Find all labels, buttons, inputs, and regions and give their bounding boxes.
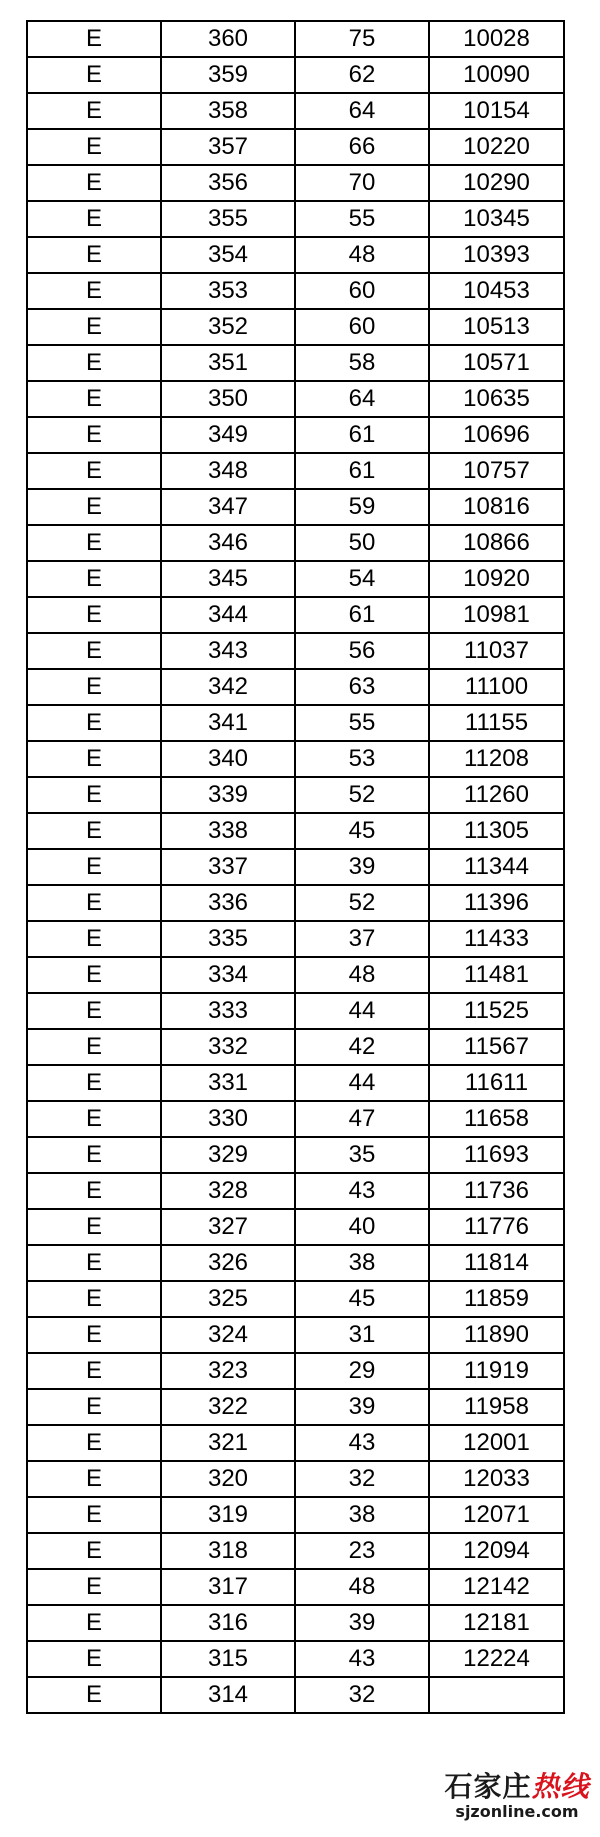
table-cell: 45 (295, 1281, 429, 1317)
table-cell: 335 (161, 921, 295, 957)
table-cell: 11525 (429, 993, 564, 1029)
table-cell: 11260 (429, 777, 564, 813)
table-cell: 11344 (429, 849, 564, 885)
table-cell: 348 (161, 453, 295, 489)
table-cell: 350 (161, 381, 295, 417)
table-row (27, 1137, 564, 1173)
table-cell: 11155 (429, 705, 564, 741)
table-cell: E (27, 417, 161, 453)
table-cell: 358 (161, 93, 295, 129)
table-cell: 333 (161, 993, 295, 1029)
table-cell: 45 (295, 813, 429, 849)
table-cell: 44 (295, 1065, 429, 1101)
table-cell: 318 (161, 1533, 295, 1569)
table-cell: E (27, 165, 161, 201)
table-row (27, 201, 564, 237)
table-cell: 337 (161, 849, 295, 885)
table-row (27, 273, 564, 309)
table-cell: 11814 (429, 1245, 564, 1281)
table-row (27, 237, 564, 273)
table-cell: 10981 (429, 597, 564, 633)
table-cell: 351 (161, 345, 295, 381)
table-row (27, 1245, 564, 1281)
table-cell: E (27, 777, 161, 813)
table-cell: 64 (295, 93, 429, 129)
table-row (27, 165, 564, 201)
table-row (27, 453, 564, 489)
table-cell: 64 (295, 381, 429, 417)
table-cell: E (27, 237, 161, 273)
table-cell: 322 (161, 1389, 295, 1425)
table-cell: 343 (161, 633, 295, 669)
table-cell: 11567 (429, 1029, 564, 1065)
table-cell: 62 (295, 57, 429, 93)
table-cell: 11776 (429, 1209, 564, 1245)
table-cell: E (27, 1389, 161, 1425)
table-cell: 38 (295, 1245, 429, 1281)
table-cell: 54 (295, 561, 429, 597)
table-cell: E (27, 705, 161, 741)
table-cell: 50 (295, 525, 429, 561)
site-watermark-logo (442, 1771, 592, 1823)
table-cell: 324 (161, 1317, 295, 1353)
table-cell: 320 (161, 1461, 295, 1497)
table-cell: E (27, 1137, 161, 1173)
table-cell: 11890 (429, 1317, 564, 1353)
table-row (27, 129, 564, 165)
table-cell (429, 1677, 564, 1713)
table-cell: E (27, 345, 161, 381)
table-cell: 12224 (429, 1641, 564, 1677)
table-cell: 59 (295, 489, 429, 525)
table-cell: 336 (161, 885, 295, 921)
watermark-name-dark: 石家庄 (444, 1770, 532, 1803)
table-row (27, 741, 564, 777)
table-cell: 10220 (429, 129, 564, 165)
table-cell: 10393 (429, 237, 564, 273)
table-row (27, 1173, 564, 1209)
table-cell: 359 (161, 57, 295, 93)
table-row (27, 1641, 564, 1677)
table-cell: 61 (295, 453, 429, 489)
table-cell: E (27, 597, 161, 633)
table-cell: E (27, 1461, 161, 1497)
table-row (27, 489, 564, 525)
table-cell: 334 (161, 957, 295, 993)
table-cell: 10028 (429, 21, 564, 57)
table-cell: 11396 (429, 885, 564, 921)
table-cell: E (27, 1605, 161, 1641)
table-cell: 60 (295, 273, 429, 309)
table-body (27, 21, 564, 1713)
table-row (27, 309, 564, 345)
table-row (27, 381, 564, 417)
table-cell: 314 (161, 1677, 295, 1713)
table-cell: 32 (295, 1461, 429, 1497)
table-cell: 10816 (429, 489, 564, 525)
table-cell: 352 (161, 309, 295, 345)
table-cell: 12094 (429, 1533, 564, 1569)
table-cell: E (27, 669, 161, 705)
table-row (27, 345, 564, 381)
table-row (27, 633, 564, 669)
table-cell: E (27, 489, 161, 525)
table-cell: 356 (161, 165, 295, 201)
table-cell: 37 (295, 921, 429, 957)
table-cell: E (27, 57, 161, 93)
table-cell: 52 (295, 777, 429, 813)
table-row (27, 1101, 564, 1137)
table-cell: 10154 (429, 93, 564, 129)
table-cell: 56 (295, 633, 429, 669)
table-cell: E (27, 921, 161, 957)
table-cell: E (27, 993, 161, 1029)
table-cell: 354 (161, 237, 295, 273)
watermark-name-red: 热线 (531, 1770, 590, 1803)
table-cell: 53 (295, 741, 429, 777)
table-row (27, 813, 564, 849)
table-row (27, 1425, 564, 1461)
table-cell: 357 (161, 129, 295, 165)
table-cell: 347 (161, 489, 295, 525)
table-cell: 10090 (429, 57, 564, 93)
table-cell: E (27, 1245, 161, 1281)
table-row (27, 57, 564, 93)
table-cell: 317 (161, 1569, 295, 1605)
table-cell: 10757 (429, 453, 564, 489)
table-cell: 63 (295, 669, 429, 705)
table-row (27, 705, 564, 741)
table-cell: 52 (295, 885, 429, 921)
table-cell: 344 (161, 597, 295, 633)
table-cell: E (27, 1497, 161, 1533)
table-cell: 11037 (429, 633, 564, 669)
table-cell: 12033 (429, 1461, 564, 1497)
table-row (27, 1533, 564, 1569)
table-row (27, 1389, 564, 1425)
table-cell: 60 (295, 309, 429, 345)
table-cell: 340 (161, 741, 295, 777)
table-cell: 58 (295, 345, 429, 381)
table-cell: 11100 (429, 669, 564, 705)
table-cell: E (27, 1353, 161, 1389)
table-cell: 44 (295, 993, 429, 1029)
table-cell: 47 (295, 1101, 429, 1137)
table-cell: 40 (295, 1209, 429, 1245)
table-cell: 346 (161, 525, 295, 561)
table-cell: 328 (161, 1173, 295, 1209)
table-cell: 11305 (429, 813, 564, 849)
table-row (27, 561, 564, 597)
table-cell: 11859 (429, 1281, 564, 1317)
table-cell: 23 (295, 1533, 429, 1569)
table-row (27, 1065, 564, 1101)
table-cell: 31 (295, 1317, 429, 1353)
table-row (27, 777, 564, 813)
table-cell: E (27, 1317, 161, 1353)
table-cell: 66 (295, 129, 429, 165)
table-cell: 42 (295, 1029, 429, 1065)
score-table (26, 20, 565, 1714)
table-cell: 10696 (429, 417, 564, 453)
table-row (27, 417, 564, 453)
table-cell: 11208 (429, 741, 564, 777)
table-row (27, 993, 564, 1029)
table-cell: E (27, 1569, 161, 1605)
table-cell: 323 (161, 1353, 295, 1389)
table-cell: 11481 (429, 957, 564, 993)
table-cell: 353 (161, 273, 295, 309)
table-cell: 12071 (429, 1497, 564, 1533)
table-row (27, 1353, 564, 1389)
table-cell: E (27, 1209, 161, 1245)
table-cell: 11433 (429, 921, 564, 957)
table-cell: 38 (295, 1497, 429, 1533)
table-cell: E (27, 1425, 161, 1461)
table-cell: 48 (295, 237, 429, 273)
table-cell: E (27, 93, 161, 129)
table-row (27, 1605, 564, 1641)
table-cell: 345 (161, 561, 295, 597)
table-cell: E (27, 813, 161, 849)
table-cell: 32 (295, 1677, 429, 1713)
table-cell: 355 (161, 201, 295, 237)
watermark-url: sjzonline.com (455, 1802, 579, 1821)
table-cell: E (27, 1029, 161, 1065)
table-cell: 39 (295, 1389, 429, 1425)
table-row (27, 885, 564, 921)
table-cell: E (27, 741, 161, 777)
table-cell: 329 (161, 1137, 295, 1173)
table-cell: 349 (161, 417, 295, 453)
table-cell: 330 (161, 1101, 295, 1137)
table-cell: E (27, 129, 161, 165)
table-cell: 341 (161, 705, 295, 741)
table-row (27, 525, 564, 561)
table-cell: 10866 (429, 525, 564, 561)
table-cell: 315 (161, 1641, 295, 1677)
table-cell: 325 (161, 1281, 295, 1317)
table-cell: 43 (295, 1641, 429, 1677)
table-row (27, 1497, 564, 1533)
table-cell: 11958 (429, 1389, 564, 1425)
table-row (27, 1569, 564, 1605)
table-cell: 29 (295, 1353, 429, 1389)
table-cell: 339 (161, 777, 295, 813)
table-row (27, 93, 564, 129)
table-row (27, 1461, 564, 1497)
table-cell: 70 (295, 165, 429, 201)
table-row (27, 1317, 564, 1353)
table-cell: 332 (161, 1029, 295, 1065)
table-cell: E (27, 885, 161, 921)
table-cell: 11919 (429, 1353, 564, 1389)
table-cell: 321 (161, 1425, 295, 1461)
table-cell: E (27, 1173, 161, 1209)
table-cell: E (27, 957, 161, 993)
table-cell: E (27, 849, 161, 885)
table-row (27, 1209, 564, 1245)
table-cell: 11658 (429, 1101, 564, 1137)
table-cell: E (27, 633, 161, 669)
table-row (27, 21, 564, 57)
table-cell: 10920 (429, 561, 564, 597)
table-cell: E (27, 453, 161, 489)
watermark-title (442, 1771, 592, 1803)
table-cell: E (27, 201, 161, 237)
table-cell: 61 (295, 417, 429, 453)
table-cell: 327 (161, 1209, 295, 1245)
table-cell: E (27, 1641, 161, 1677)
table-cell: 48 (295, 1569, 429, 1605)
table-row (27, 921, 564, 957)
table-cell: 342 (161, 669, 295, 705)
table-row (27, 1677, 564, 1713)
table-cell: E (27, 273, 161, 309)
table-cell: E (27, 561, 161, 597)
table-cell: 61 (295, 597, 429, 633)
table-cell: E (27, 1065, 161, 1101)
table-cell: 331 (161, 1065, 295, 1101)
table-cell: 55 (295, 201, 429, 237)
table-row (27, 669, 564, 705)
table-cell: 10571 (429, 345, 564, 381)
table-cell: 75 (295, 21, 429, 57)
table-cell: 12142 (429, 1569, 564, 1605)
table-cell: 48 (295, 957, 429, 993)
table-cell: E (27, 1533, 161, 1569)
table-cell: 11611 (429, 1065, 564, 1101)
table-cell: 11736 (429, 1173, 564, 1209)
table-cell: 12001 (429, 1425, 564, 1461)
table-cell: 10345 (429, 201, 564, 237)
table-cell: 43 (295, 1425, 429, 1461)
table-cell: 10290 (429, 165, 564, 201)
table-cell: 55 (295, 705, 429, 741)
table-cell: 10453 (429, 273, 564, 309)
table-cell: 11693 (429, 1137, 564, 1173)
table-cell: E (27, 21, 161, 57)
table-cell: 10635 (429, 381, 564, 417)
table-row (27, 597, 564, 633)
table-cell: E (27, 381, 161, 417)
table-cell: 360 (161, 21, 295, 57)
table-cell: 35 (295, 1137, 429, 1173)
table-cell: 338 (161, 813, 295, 849)
table-row (27, 849, 564, 885)
table-cell: 326 (161, 1245, 295, 1281)
table-row (27, 1281, 564, 1317)
table-cell: 12181 (429, 1605, 564, 1641)
table-cell: 39 (295, 1605, 429, 1641)
table-cell: 43 (295, 1173, 429, 1209)
table-cell: 316 (161, 1605, 295, 1641)
table-row (27, 1029, 564, 1065)
table-row (27, 957, 564, 993)
table-cell: E (27, 525, 161, 561)
table-cell: E (27, 1281, 161, 1317)
table-cell: 10513 (429, 309, 564, 345)
table-cell: E (27, 309, 161, 345)
table-cell: E (27, 1677, 161, 1713)
table-cell: 39 (295, 849, 429, 885)
table-cell: E (27, 1101, 161, 1137)
table-cell: 319 (161, 1497, 295, 1533)
